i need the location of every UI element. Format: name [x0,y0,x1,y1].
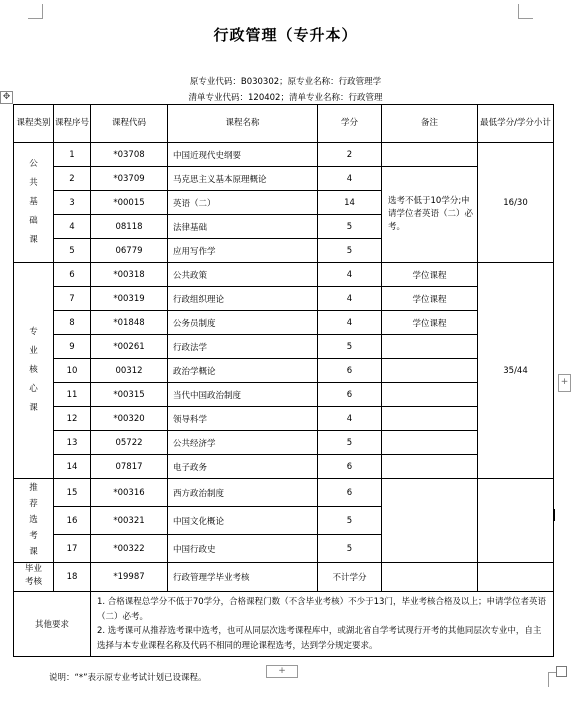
row-note [382,359,478,383]
row-code: *00315 [91,383,168,407]
row-course-name: 中国行政史 [168,535,318,563]
other-requirements-label: 其他要求 [14,592,91,657]
row-credit: 4 [318,287,382,311]
table-row [14,563,554,592]
row-note [382,563,478,592]
add-row-button[interactable]: + [266,665,298,678]
row-code: *00015 [91,191,168,215]
row-note: 学位课程 [382,311,478,335]
footnote: 说明：“*”表示原专业考试计划已设课程。 [49,673,207,683]
row-seq: 14 [54,455,91,479]
row-code: *19987 [91,563,168,592]
table-row [14,383,554,407]
row-seq: 4 [54,215,91,239]
header-category: 课程类别 [14,105,54,143]
row-seq: 16 [54,507,91,535]
header-credit: 学分 [318,105,382,143]
row-seq: 15 [54,479,91,507]
add-column-button[interactable]: + [558,374,571,392]
row-seq: 8 [54,311,91,335]
public-min-credit: 16/30 [478,143,554,263]
recommended-min-credit [478,479,554,563]
row-code: 05722 [91,431,168,455]
row-code: *00320 [91,407,168,431]
table-row [14,263,554,287]
row-course-name: 当代中国政治制度 [168,383,318,407]
row-credit: 6 [318,455,382,479]
row-credit: 5 [318,215,382,239]
header-note: 备注 [382,105,478,143]
column-resize-marker[interactable] [553,509,555,521]
row-course-name: 应用写作学 [168,239,318,263]
row-credit: 14 [318,191,382,215]
row-seq: 10 [54,359,91,383]
table-row [14,143,554,167]
row-code: 00312 [91,359,168,383]
core-min-credit: 35/44 [478,263,554,479]
other-requirements-text [91,592,554,657]
table-row [14,479,554,507]
row-code: 08118 [91,215,168,239]
row-code: *00321 [91,507,168,535]
table-row [14,359,554,383]
graduation-min-credit [478,563,554,592]
row-credit: 5 [318,507,382,535]
row-note [382,455,478,479]
row-seq: 2 [54,167,91,191]
table-row [14,431,554,455]
document-title: 行政管理（专升本） [213,26,358,44]
row-seq: 7 [54,287,91,311]
row-course-name: 中国文化概论 [168,507,318,535]
row-note [382,143,478,167]
row-seq: 1 [54,143,91,167]
other-requirements-row [14,592,554,657]
row-credit: 5 [318,431,382,455]
table-move-handle-icon[interactable]: ✥ [0,91,13,104]
row-course-name: 英语（二） [168,191,318,215]
row-code: *00318 [91,263,168,287]
row-code: *00319 [91,287,168,311]
row-course-name: 电子政务 [168,455,318,479]
table-row [14,335,554,359]
row-course-name: 法律基础 [168,215,318,239]
row-seq: 11 [54,383,91,407]
category-graduation: 毕业考核 [14,563,54,592]
row-credit: 5 [318,335,382,359]
row-code: *00261 [91,335,168,359]
row-credit: 4 [318,311,382,335]
row-note [382,335,478,359]
public-elective-note: 选考不低于10学分;申请学位者英语（二）必考。 [382,167,478,263]
row-course-name: 西方政治制度 [168,479,318,507]
row-code: *00322 [91,535,168,563]
row-note [382,383,478,407]
row-course-name: 政治学概论 [168,359,318,383]
row-credit: 2 [318,143,382,167]
row-course-name: 中国近现代史纲要 [168,143,318,167]
header-min-credit: 最低学分/学分小计 [478,105,554,143]
row-seq: 5 [54,239,91,263]
row-note: 学位课程 [382,263,478,287]
row-note [382,479,478,563]
course-plan-table [13,104,554,657]
other-requirement-2: 2. 选考课可从推荐选考课中选考，也可从同层次选考课程库中，或湖北省自学考试现行开考的其他同层次专业中，自主选择与本专业课程名称及代码不相同的理论课程选考，达到学分规定要求。 [97,626,542,651]
row-seq: 18 [54,563,91,592]
row-credit: 4 [318,407,382,431]
row-course-name: 领导科学 [168,407,318,431]
row-credit: 4 [318,167,382,191]
original-major-info: 原专业代码：B030302；原专业名称：行政管理学 [189,77,382,87]
row-credit: 5 [318,535,382,563]
row-note [382,431,478,455]
crop-mark-top-left [28,4,43,19]
row-course-name: 公务员制度 [168,311,318,335]
row-seq: 9 [54,335,91,359]
row-note [382,407,478,431]
row-course-name: 公共经济学 [168,431,318,455]
other-requirement-1: 1. 合格课程总学分不低于70学分，合格课程门数（不含毕业考核）不少于13门，毕业考核合格及以上；申请学位者英语（二）必考。 [97,597,546,622]
category-recommended: 推荐选考课 [14,479,54,563]
table-row [14,311,554,335]
row-course-name: 马克思主义基本原理概论 [168,167,318,191]
row-course-name: 行政法学 [168,335,318,359]
row-seq: 12 [54,407,91,431]
row-code: *00316 [91,479,168,507]
table-row [14,287,554,311]
table-header-row [14,105,554,143]
header-name: 课程名称 [168,105,318,143]
row-credit: 4 [318,263,382,287]
table-row [14,455,554,479]
table-resize-handle[interactable] [556,666,567,677]
row-credit: 6 [318,359,382,383]
category-public: 公共基础课 [14,143,54,263]
row-course-name: 行政管理学毕业考核 [168,563,318,592]
row-credit: 6 [318,383,382,407]
header-seq: 课程序号 [54,105,91,143]
table-row [14,167,554,191]
row-seq: 13 [54,431,91,455]
row-course-name: 公共政策 [168,263,318,287]
row-seq: 6 [54,263,91,287]
row-code: 07817 [91,455,168,479]
row-seq: 3 [54,191,91,215]
row-code: *01848 [91,311,168,335]
row-seq: 17 [54,535,91,563]
row-code: *03708 [91,143,168,167]
header-code: 课程代码 [91,105,168,143]
row-code: *03709 [91,167,168,191]
row-credit: 5 [318,239,382,263]
row-credit: 6 [318,479,382,507]
row-code: 06779 [91,239,168,263]
row-note: 学位课程 [382,287,478,311]
category-core: 专业核心课 [14,263,54,479]
row-course-name: 行政组织理论 [168,287,318,311]
table-row [14,407,554,431]
row-credit: 不计学分 [318,563,382,592]
crop-mark-top-right [518,4,533,19]
list-major-info: 清单专业代码：120402；清单专业名称：行政管理 [188,93,383,103]
